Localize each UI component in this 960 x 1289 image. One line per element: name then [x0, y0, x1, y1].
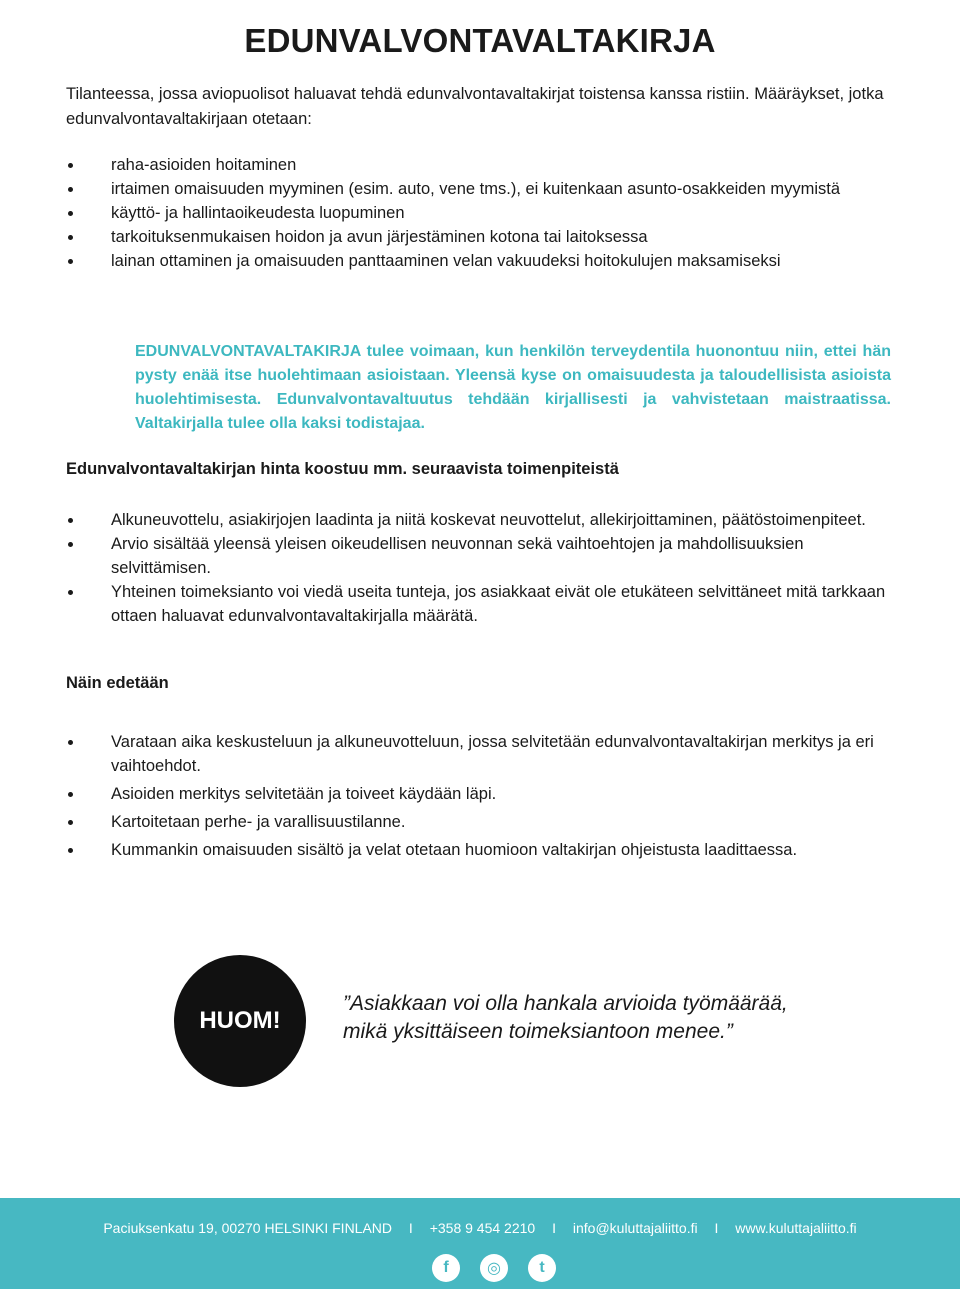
footer-phone[interactable]: +358 9 454 2210 [429, 1220, 536, 1236]
twitter-icon[interactable] [528, 1254, 556, 1282]
note-quote-line1: ”Asiakkaan voi olla hankala arvioida työmäärää, [343, 992, 788, 1015]
instagram-glyph: ◎ [487, 1260, 501, 1277]
footer-separator: I [552, 1220, 556, 1236]
list-item: irtaimen omaisuuden myyminen (esim. auto, vene tms.), ei kuitenkaan asunto-osakkeiden myymistä [66, 177, 896, 201]
note-badge-label: HUOM! [199, 1007, 281, 1034]
twitter-glyph: t [539, 1259, 545, 1276]
footer-separator: I [714, 1220, 719, 1236]
note-badge [174, 955, 306, 1087]
facebook-glyph: f [443, 1259, 449, 1276]
provisions-list [66, 153, 896, 273]
list-item: käyttö- ja hallintaoikeudesta luopuminen [66, 201, 896, 225]
footer-email-link[interactable]: info@kuluttajaliitto.fi [572, 1220, 698, 1236]
price-heading: Edunvalvontavaltakirjan hinta koostuu mm. seuraavista toimenpiteistä [66, 460, 619, 478]
list-item: tarkoituksenmukaisen hoidon ja avun järjestäminen kotona tai laitoksessa [66, 225, 896, 249]
steps-heading: Näin edetään [66, 674, 169, 692]
list-item: Arvio sisältää yleensä yleisen oikeudellisen neuvonnan sekä vaihtoehtojen ja mahdollisuuksien selvittämisen. [66, 532, 896, 580]
note-quote [343, 990, 843, 1046]
footer-website-link[interactable]: www.kuluttajaliitto.fi [735, 1220, 857, 1236]
instagram-icon[interactable] [480, 1254, 508, 1282]
list-item: Asioiden merkitys selvitetään ja toiveet käydään läpi. [66, 782, 896, 806]
intro-paragraph: Tilanteessa, jossa aviopuolisot haluavat tehdä edunvalvontavaltakirjat toistensa kanssa ristiin. Määräykset, jotka edunvalvontavaltakirjaan otetaan: [66, 85, 884, 128]
list-item: raha-asioiden hoitaminen [66, 153, 896, 177]
highlight-paragraph: EDUNVALVONTAVALTAKIRJA tulee voimaan, kun henkilön terveydentila huonontuu niin, ettei hän pysty enää itse huolehtimaan asioistaan. Yleensä kyse on omaisuudesta ja taloudellisista asioista huolehtimisesta. Edunvalvontavaltuutus tehdään kirjallisesti ja vahvistetaan maistraatissa. Valtakirjalla tulee olla kaksi todistajaa. [135, 343, 891, 432]
steps-list [66, 730, 896, 862]
list-item: Kartoitetaan perhe- ja varallisuustilanne. [66, 810, 896, 834]
footer-contact-line [0, 1220, 960, 1236]
list-item: Varataan aika keskusteluun ja alkuneuvotteluun, jossa selvitetään edunvalvontavaltakirjan merkitys ja eri vaihtoehdot. [66, 730, 896, 778]
page-title: EDUNVALVONTAVALTAKIRJA [244, 22, 716, 59]
footer-separator: I [408, 1220, 413, 1236]
price-list [66, 508, 896, 628]
note-quote-line2: mikä yksittäiseen toimeksiantoon menee.” [343, 1020, 733, 1043]
footer-address: Paciuksenkatu 19, 00270 HELSINKI FINLAND [103, 1220, 393, 1236]
footer [0, 1198, 960, 1289]
list-item: Yhteinen toimeksianto voi viedä useita tunteja, jos asiakkaat eivät ole etukäteen selvittäneet mitä tarkkaan ottaen haluavat edunvalvontavaltakirjalla määrätä. [66, 580, 896, 628]
list-item: Kummankin omaisuuden sisältö ja velat otetaan huomioon valtakirjan ohjeistusta laadittaessa. [66, 838, 896, 862]
list-item: lainan ottaminen ja omaisuuden panttaaminen velan vakuudeksi hoitokulujen maksamiseksi [66, 249, 896, 273]
facebook-icon[interactable] [432, 1254, 460, 1282]
list-item: Alkuneuvottelu, asiakirjojen laadinta ja niitä koskevat neuvottelut, allekirjoittaminen, päätöstoimenpiteet. [66, 508, 896, 532]
